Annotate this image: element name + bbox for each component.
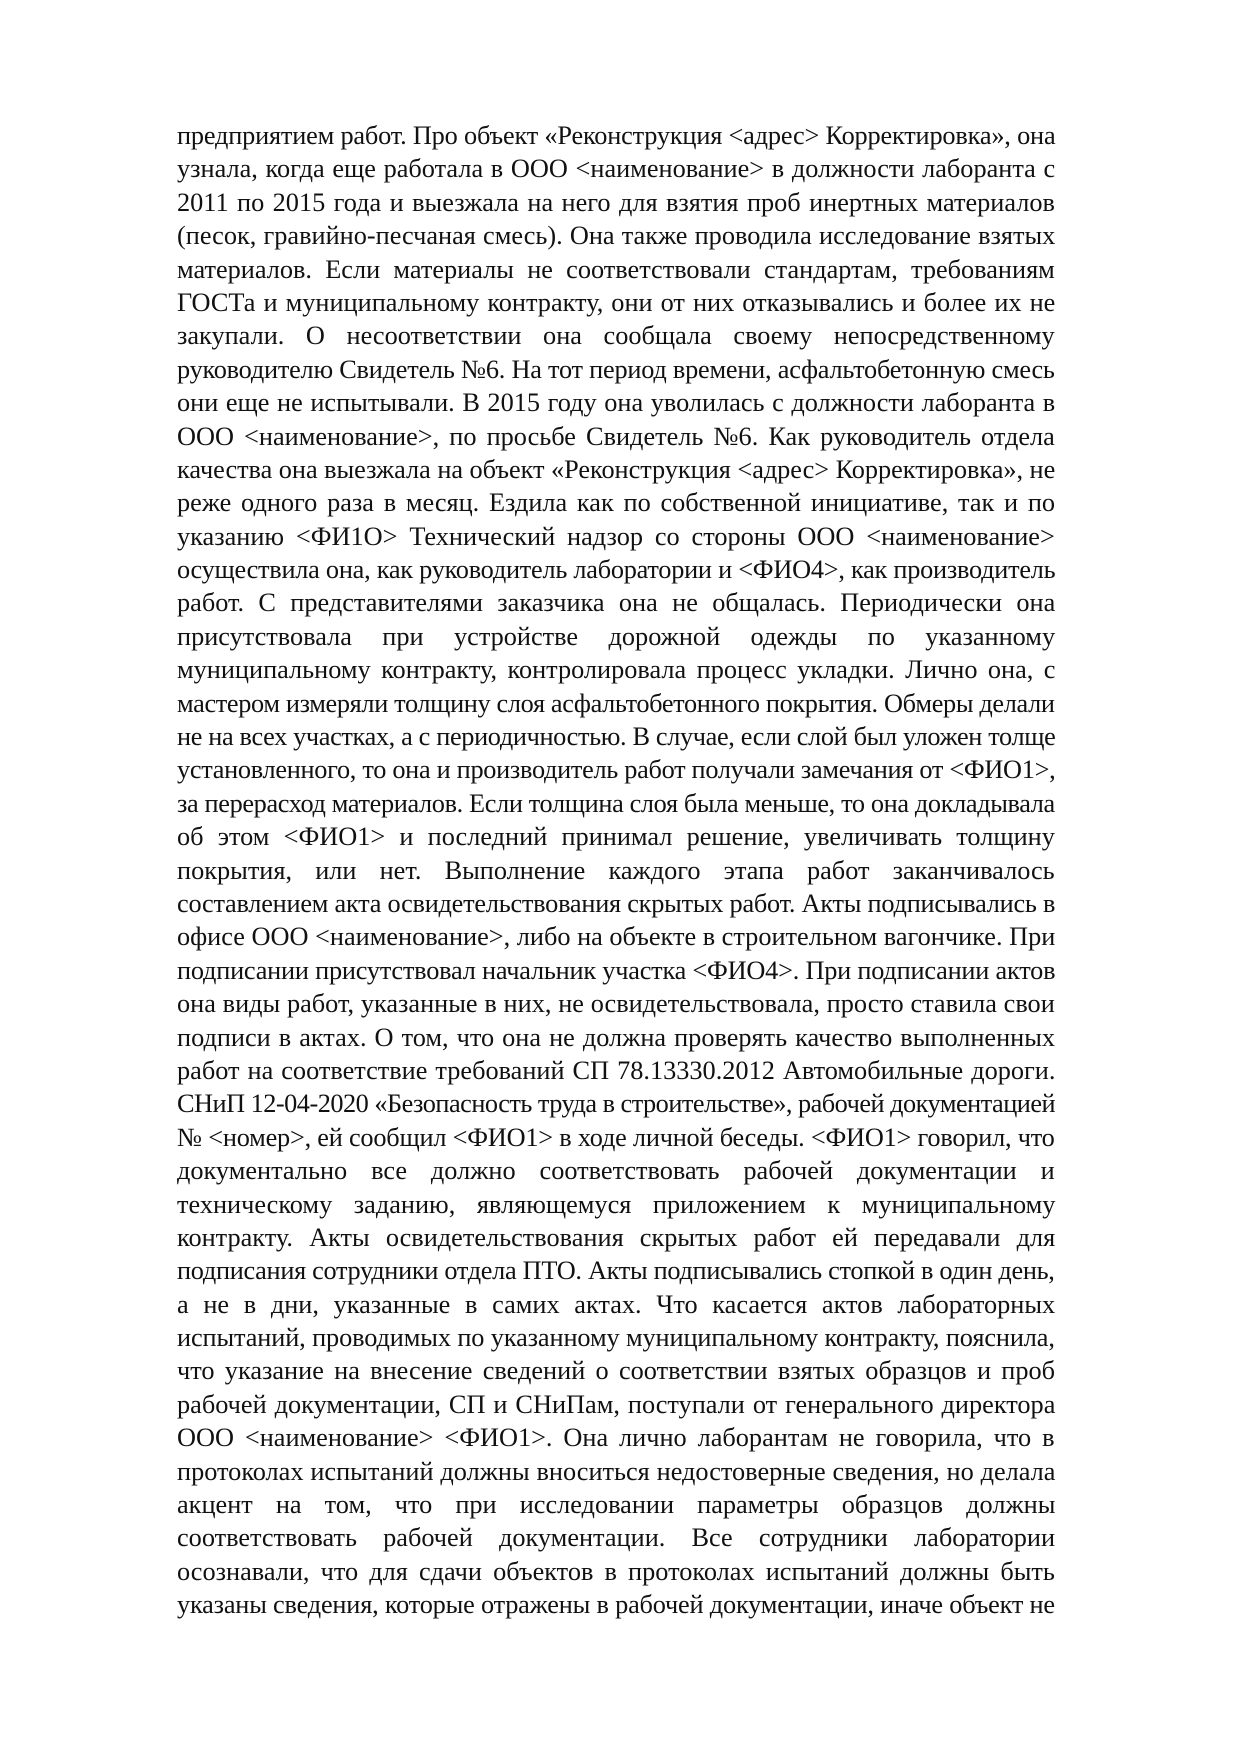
text-line: (песок, гравийно-песчаная смесь). Она также проводила исследование взятых [177,221,1056,251]
text-line: акцент на том, что при исследовании параметры образцов должны [177,1490,1056,1520]
text-line: а не в дни, указанные в самих актах. Что касается актов лабораторных [177,1289,1056,1319]
text-line: за перерасход материалов. Если толщина слоя была меньше, то она докладывала [177,788,1055,818]
text-line: материалов. Если материалы не соответствовали стандартам, требованиям [177,254,1055,284]
text-line: протоколах испытаний должны вноситься недостоверные сведения, но делала [177,1456,1056,1486]
text-line: мастером измеряли толщину слоя асфальтобетонного покрытия. Обмеры делали [177,688,1055,718]
text-line: подписи в актах. О том, что она не должна проверять качество выполненных [177,1022,1056,1052]
text-line: СНиП 12-04-2020 «Безопасность труда в строительстве», рабочей документацией [177,1089,1056,1119]
text-line: закупали. О несоответствии она сообщала своему непосредственному [177,321,1055,351]
text-line: они еще не испытывали. В 2015 году она уволилась с должности лаборанта в [177,388,1056,418]
body-text [177,119,1177,1622]
text-line: ГОСТа и муниципальному контракту, они от них отказывались и более их не [177,287,1056,317]
text-line: контракту. Акты освидетельствования скрытых работ ей передавали для [177,1222,1056,1252]
text-line: присутствовала при устройстве дорожной одежды по указанному [177,621,1056,651]
text-line: техническому заданию, являющемуся приложением к муниципальному [177,1189,1056,1219]
text-line: об этом <ФИО1> и последний принимал решение, увеличивать толщину [177,822,1055,852]
text-line: не на всех участках, а с периодичностью. В случае, если слой был уложен толще [177,722,1056,752]
text-line: руководителю Свидетель №6. На тот период времени, асфальтобетонную смесь [177,354,1055,384]
text-line: что указание на внесение сведений о соответствии взятых образцов и проб [177,1356,1056,1386]
text-line: муниципальному контракту, контролировала процесс укладки. Лично она, с [177,655,1056,685]
text-line: соответствовать рабочей документации. Все сотрудники лаборатории [177,1523,1056,1553]
text-line: она виды работ, указанные в них, не освидетельствовала, просто ставила свои [177,989,1055,1019]
text-line: рабочей документации, СП и СНиПам, поступали от генерального директора [177,1389,1056,1419]
text-line: указанию <ФИ1О> Технический надзор со стороны ООО <наименование> [177,521,1055,551]
text-line: № <номер>, ей сообщил <ФИО1> в ходе личной беседы. <ФИО1> говорил, что [177,1122,1055,1152]
text-line: осознавали, что для сдачи объектов в протоколах испытаний должны быть [177,1556,1055,1586]
text-line: реже одного раза в месяц. Ездила как по собственной инициативе, так и по [177,488,1056,518]
text-line: офисе ООО <наименование>, либо на объекте в строительном вагончике. При [177,922,1056,952]
text-line: составлением акта освидетельствования скрытых работ. Акты подписывались в [177,888,1056,918]
text-line: покрытия, или нет. Выполнение каждого этапа работ заканчивалось [177,855,1055,885]
text-line: указаны сведения, которые отражены в рабочей документации, иначе объект не [177,1590,1055,1620]
text-line: испытаний, проводимых по указанному муниципальному контракту, пояснила, [177,1323,1055,1353]
text-line: предприятием работ. Про объект «Реконструкция <адрес> Корректировка», она [177,121,1056,150]
text-line: ООО <наименование>, по просьбе Свидетель №6. Как руководитель отдела [177,421,1055,451]
text-line: качества она выезжала на объект «Реконструкция <адрес> Корректировка», не [177,454,1056,484]
text-line: 2011 по 2015 года и выезжала на него для взятия проб инертных материалов [177,187,1055,217]
text-line: ООО <наименование> <ФИО1>. Она лично лаборантам не говорила, что в [177,1423,1055,1453]
text-line: осуществила она, как руководитель лаборатории и <ФИО4>, как производитель [177,555,1056,585]
text-line: документально все должно соответствовать рабочей документации и [177,1156,1055,1186]
text-line: работ. С представителями заказчика она не общалась. Периодически она [177,588,1056,618]
text-line: установленного, то она и производитель работ получали замечания от <ФИО1>, [177,755,1056,785]
text-line: работ на соответствие требований СП 78.13330.2012 Автомобильные дороги. [177,1055,1056,1085]
text-line: подписания сотрудники отдела ПТО. Акты подписывались стопкой в один день, [177,1256,1055,1286]
text-line: узнала, когда еще работала в ООО <наименование> в должности лаборанта с [177,154,1056,184]
text-line: подписании присутствовал начальник участка <ФИО4>. При подписании актов [177,955,1056,985]
